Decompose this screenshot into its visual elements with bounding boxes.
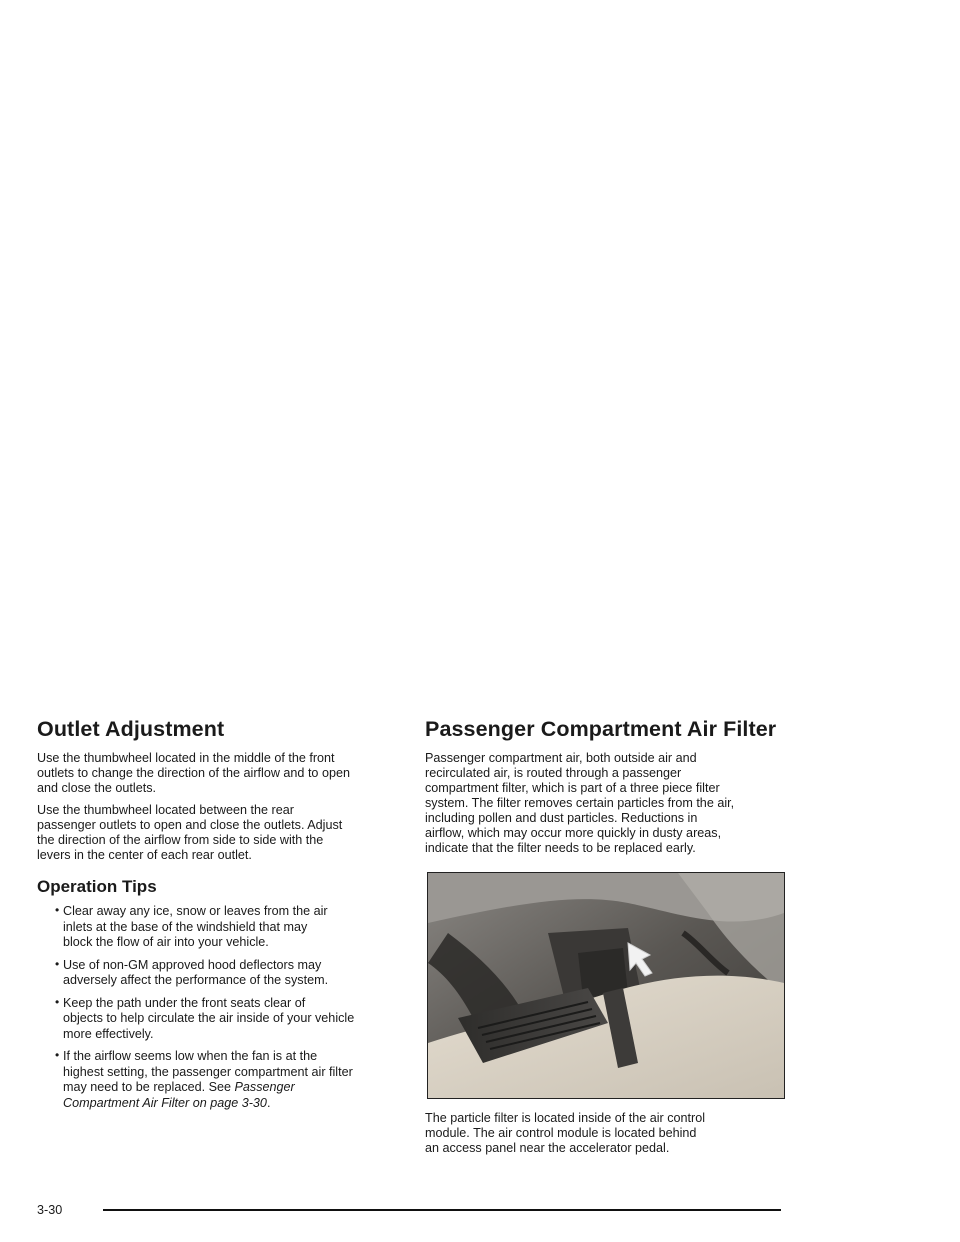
tip-text: Keep the path under the front seats clear of objects to help circulate the air inside of your vehicle more effectively. (63, 995, 355, 1041)
bullet-icon: • (55, 903, 60, 917)
tip-item (37, 958, 409, 989)
tip-text-end: . (266, 1095, 271, 1110)
footer-divider (103, 1209, 781, 1211)
tip-text: Clear away any ice, snow or leaves from the air inlets at the base of the windshield that may block the flow of air into your vehicle. (63, 904, 328, 949)
air-filter-heading: Passenger Compartment Air Filter (425, 717, 777, 741)
operation-tips-heading: Operation Tips (37, 877, 157, 896)
outlet-adjustment-heading: Outlet Adjustment (37, 717, 225, 741)
outlet-adjustment-paragraph-1: Use the thumbwheel located in the middle of the front outlets to change the direction of the airflow and to open and close the outlets. (37, 751, 350, 795)
operation-tips-list (37, 904, 409, 1111)
bullet-icon: • (55, 956, 60, 971)
accelerator-pedal-photo (427, 872, 785, 1099)
air-filter-paragraph-1: Passenger compartment air, both outside air and recirculated air, is routed through a passenger compartment filter, which is part of a three piece filter system. The filter removes certain particles from the air, including pollen and dust particles. Reductions in airflow, which may occur more quickly in dusty areas, indicate that the filter needs to be replaced early. (425, 751, 735, 855)
tip-item (37, 904, 409, 951)
air-filter-paragraph-2: The particle filter is located inside of the air control module. The air control module is located behind an access panel near the accelerator pedal. (425, 1111, 705, 1155)
page-number: 3-30 (37, 1203, 63, 1217)
bullet-icon: • (55, 994, 60, 1009)
photo-illustration (428, 873, 784, 1098)
outlet-adjustment-paragraph-2: Use the thumbwheel located between the rear passenger outlets to open and close the outlets. Adjust the direction of the airflow from side to side with the levers in the center of each rear outlet. (37, 803, 343, 862)
tip-item (37, 1049, 409, 1111)
tip-text: If the airflow seems low when the fan is at the highest setting, the passenger compartment air filter may need to be replaced. See (63, 1049, 353, 1094)
cross-reference-link[interactable]: Passenger Compartment Air Filter on page 3-30 (63, 1080, 295, 1110)
right-column (425, 716, 785, 1163)
tip-item (37, 996, 409, 1043)
tip-text: Use of non-GM approved hood deflectors may adversely affect the performance of the system. (63, 957, 329, 987)
bullet-icon: • (55, 1048, 60, 1062)
left-column (37, 716, 409, 1118)
